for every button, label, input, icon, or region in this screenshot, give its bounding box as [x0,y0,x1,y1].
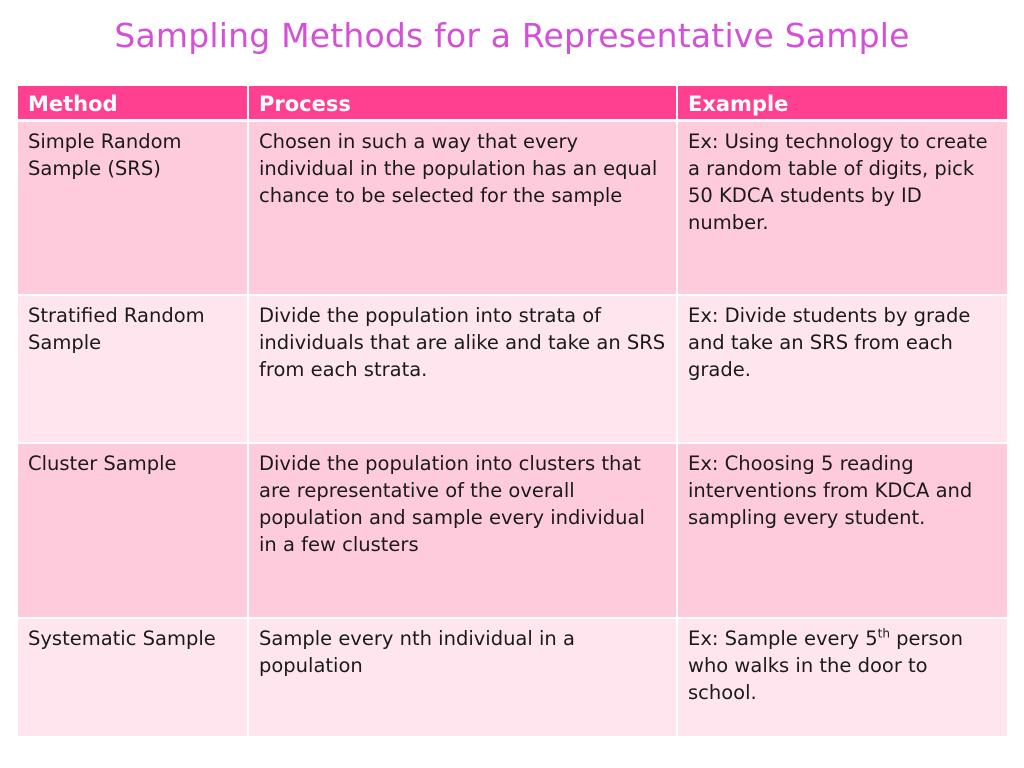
example-cell: Ex: Choosing 5 reading interventions from KDCA and sampling every student. [677,443,1007,618]
table-row [18,618,1007,737]
method-cell: Simple Random Sample (SRS) [18,120,248,295]
example-text-suffix: person who walks in the door to school. [688,627,963,704]
process-cell: Sample every nth individual in a population [248,618,677,737]
example-cell: Ex: Divide students by grade and take an SRS from each grade. [677,295,1007,443]
table-row [18,120,1007,295]
header-method: Method [18,86,248,120]
table-row [18,295,1007,443]
method-cell: Cluster Sample [18,443,248,618]
example-cell [677,618,1007,737]
method-cell: Stratified Random Sample [18,295,248,443]
header-process: Process [248,86,677,120]
header-example: Example [677,86,1007,120]
process-cell: Divide the population into strata of individuals that are alike and take an SRS from each strata. [248,295,677,443]
sampling-methods-table [18,86,1007,738]
example-text-prefix: Ex: Sample every 5 [688,627,878,650]
table-row [18,443,1007,618]
slide-title: Sampling Methods for a Representative Sample [114,16,910,55]
process-cell: Divide the population into clusters that are representative of the overall population and sample every individual in a few clusters [248,443,677,618]
example-cell: Ex: Using technology to create a random table of digits, pick 50 KDCA students by ID number. [677,120,1007,295]
process-cell: Chosen in such a way that every individual in the population has an equal chance to be selected for the sample [248,120,677,295]
method-cell: Systematic Sample [18,618,248,737]
table-header-row [18,86,1007,120]
ordinal-suffix: th [877,626,890,641]
